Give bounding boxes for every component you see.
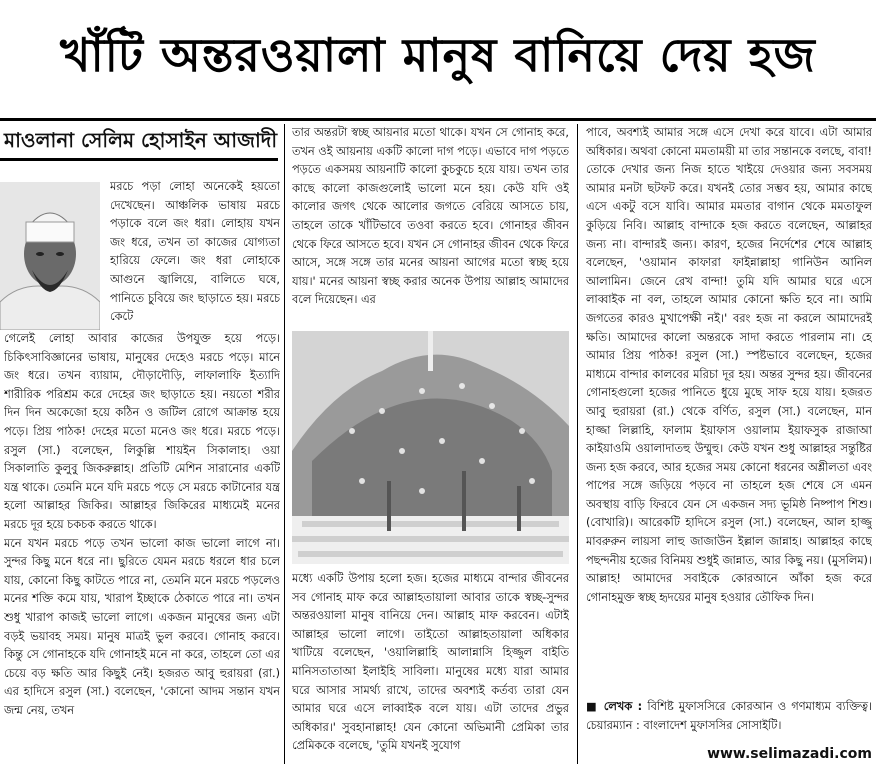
paragraph: তার অন্তরটা স্বচ্ছ আয়নার মতো থাকে। যখন সে গোনাহ করে, তখন ওই আয়নায় একটি কালো দাগ পড়ে। এভাবে দাগ পড়তে পড়তে একসময় আয়নাটি কালো কুচকুচে হয়ে যায়। তখন তার কাছে কালো কাজগুলোই ভালো মনে হয়। কেউ যদি ওই কালোর জগৎ থেকে আলোর জগতে বেরিয়ে আসতে চায়, তাহলে তাকে খাঁটিভাবে তওবা করতে হবে। গোনাহর জীবন থেকে ফিরে আসতে হবে। যখন সে গোনাহর জীবন থেকে ফিরে আসে, সঙ্গে সঙ্গে তার মনের আয়না আগের মতো স্বচ্ছ হয়ে যায়।' মনের আয়না স্বচ্ছ করার অনেক উপায় আল্লাহ আমাদের বলে দিয়েছেন। এর — [292, 126, 569, 307]
paragraph: মরচে পড়া লোহা অনেকেই হয়তো দেখেছেন। আঞ্চলিক ভাষায় মরচে পড়াকে বলে জং ধরা। লোহায় যখন জং ধরে, তখন তা কাজের যোগ্যতা হারিয়ে ফেলে। জং ধরা লোহাকে আগুনে জ্বালিয়ে, বালিতে ঘষে, পানিতে চুবিয়ে জং ছাড়াতে হয়। মরচে কেটে — [110, 180, 280, 324]
column-2-bottom — [292, 570, 569, 768]
column-1-lead — [110, 178, 280, 330]
column-2-top — [292, 124, 569, 328]
credit-text: বিশিষ্ট মুফাসসিরে কোরআন ও গণমাধ্যম ব্যক্তিত্ব। চেয়ারম্যান : বাংলাদেশ মুফাসসির সোসাইটি। — [586, 700, 872, 732]
byline-rule — [0, 158, 278, 161]
column-divider — [284, 124, 285, 764]
paragraph: গেলেই লোহা আবার কাজের উপযুক্ত হয়ে পড়ে। চিকিৎসাবিজ্ঞানের ভাষায়, মানুষের দেহেও মরচে পড়ে। মানে জং ধরে। তখন ব্যায়াম, দৌড়াদৌড়ি, লাফালাফি ইত্যাদি শারীরিক পরিশ্রম করে দেহের জং ছাড়াতে হয়। নয়তো শরীর দিন দিন অকেজো হয়ে কঠিন ও জটিল রোগে আক্রান্ত হয়ে পড়ে। প্রিয় পাঠক! দেহের মতো মনেও জং ধরে। মরচে পড়ে। রসুল (সা.) বলেছেন, লিকুল্লি শায়ইন সিকালাহ। ওয়া সিকালাতি কুলুবু জিকরুল্লাহ। প্রতিটি মেশিন সারানোর একটি যন্ত্র থাকে। তেমনি মনে যদি মরচে পড়ে সে মরচে কাটানোর যন্ত্র হলো আল্লাহর জিকির। আল্লাহর জিকিরের মাধ্যমেই মনের মরচে দূর হয়ে চকচক করতে থাকে। — [4, 332, 280, 531]
author-portrait-illustration — [0, 182, 100, 330]
headline-rule — [0, 118, 876, 121]
paragraph: পাবে, অবশ্যই আমার সঙ্গে এসে দেখা করে যাবে। এটা আমার অধিকার। অথবা কোনো মমতাময়ী মা তার সন্তানকে বলছে, বাবা! তোকে দেখার জন্য নিজ হাতে খাইয়ে দেওয়ার জন্য সবসময় আমার মনটা ছটফট করে। যখনই তোর সম্ভব হয়, আমার কাছে এসে একটু বসে যাবি। আমার মমতার বাগান থেকে মমতাফুল কুড়িয়ে নিবি। আল্লাহ বান্দাকে হজ করতে বলেছেন, আল্লাহর জন্য না। বান্দারই জন্য। কারণ, হজের নির্দেশের শেষে আল্লাহ বলেছেন, 'ওয়ামান কাফারা ফাইন্নাল্লাহা গানিউন আনিল আলামিন। জেনে রেখ বান্দা! তুমি যদি আমার ঘরে এসে লাব্বাইক না বল, তাহলে আমার কোনো ক্ষতি হবে না। আমি জগতের কারও মুখাপেক্ষী নই।' বরং হজ না করলে আমাদেরই ক্ষতি। আমাদের কালো অন্তরকে সাদা করতে পারলাম না। হে আমার প্রিয় পাঠক! রসুল (সা.) স্পষ্টভাবে বলেছেন, হজের মাধ্যমে বান্দার কালবের মরিচা দূর হয়। অন্তর সুন্দর হয়। জীবনের গোনাহগুলো হজের পানিতে ধুয়ে মুছে সাফ হয়ে যায়। হজরত আবু হুরায়রা (রা.) থেকে বর্ণিত, রসুল (সা.) বলেছেন, মান হাজ্জা লিল্লাহি, ফালাম ইয়াফাস ওয়ালাম ইয়াফসুক রাজাআ কাইয়াওমি ওয়ালাদাতহু উম্মুহু। কেউ যখন শুধু আল্লাহর সন্তুষ্টির জন্য হজ করবে, আর হজের সময় কোনো ধরনের অশ্লীলতা এবং পাপের সঙ্গে জড়িয়ে পড়বে না তাহলে হজ শেষে সে এমন অবস্থায় বাড়ি ফিরবে যেন সে একজন সদ্য ভূমিষ্ঠ নিষ্পাপ শিশু। (বোখারি)। আরেকটি হাদিসে রসুল (সা.) বলেছেন, আল হাজ্জু মাবরুরুন লায়সা লাহু জাজাউন ইল্লাল জান্নাহ। আল্লাহর কাছে পছন্দনীয় হজের বিনিময় শুধুই জান্নাত, আর কিছু নয়। (মুসলিম)। আল্লাহ! আমাদের সবাইকে কোরআনে আঁকা হজ করে গোনাহমুক্ত স্বচ্ছ হৃদয়ের মানুষ হওয়ার তৌফিক দিন। — [586, 126, 872, 604]
author-credit — [586, 698, 872, 735]
column-3 — [586, 124, 872, 694]
author-photo — [0, 182, 100, 330]
hajj-photo — [292, 331, 569, 564]
paragraph: মনে যখন মরচে পড়ে তখন ভালো কাজ ভালো লাগে না। সুন্দর কিছু মনে ধরে না। ছুরিতে যেমন মরচে ধরলে ধার চলে যায়, কোনো কিছু কাটতে পারে না, তেমনি মনে মরচে পড়লেও মনের শক্তি কমে যায়, খারাপ ইচ্ছাকে ঠেকাতে পারে না। তখন শুধু খারাপ কাজই ভালো লাগে। একজন মানুষের জন্য এটা বড়ই ভয়াবহ সময়। মানুষ মাত্রই ভুল করবে। গোনাহ করবে। কিন্তু সে গোনাহকে যদি গোনাহই মনে না করে, তাহলে তো এর চেয়ে বড় ক্ষতি আর কিছুই নেই। হজরত আবু হুরায়রা (রা.) এর হাদিসে রসুল (সা.) বলেছেন, 'কোনো আদম সন্তান যখন জন্ম নেয়, তখন — [4, 536, 280, 717]
website-link[interactable]: www.selimazadi.com — [707, 746, 872, 762]
byline: মাওলানা সেলিম হোসাইন আজাদী — [4, 128, 278, 152]
paragraph: মধ্যে একটি উপায় হলো হজ। হজের মাধ্যমে বান্দার জীবনের সব গোনাহ মাফ করে আল্লাহতায়ালা আবার তাকে স্বচ্ছ-সুন্দর অন্তরওয়ালা মানুষ বানিয়ে দেন। আল্লাহ মাফ করবেন। এটাই আল্লাহর ভালো লাগে। তাইতো আল্লাহতায়ালা অধিকার খাটিয়ে বলেছেন, 'ওয়ালিল্লাহি আলান্নাসি হিজ্জুল বাইতি মানিসতাতাআ ইলাইহি সাবিলা। মানুষের মধ্যে যারা আমার ঘরে আসার সামর্থ্য রাখে, তাদের অবশ্যই কর্তব্য তারা যেন আমার ঘরে এসে লাব্বাইক বলে যায়। এটা তাদের প্রভুর অধিকার।' সুবহানাল্লাহ! যেন কোনো অভিমানী প্রেমিকা তার প্রেমিককে বলেছে, 'তুমি যখনই সুযোগ — [292, 572, 569, 753]
column-divider — [577, 124, 578, 764]
headline: খাঁটি অন্তরওয়ালা মানুষ বানিয়ে দেয় হজ — [60, 28, 816, 82]
credit-label: ■ লেখক : — [586, 700, 643, 713]
column-1-body — [4, 330, 280, 768]
mount-arafat-illustration — [292, 331, 569, 564]
